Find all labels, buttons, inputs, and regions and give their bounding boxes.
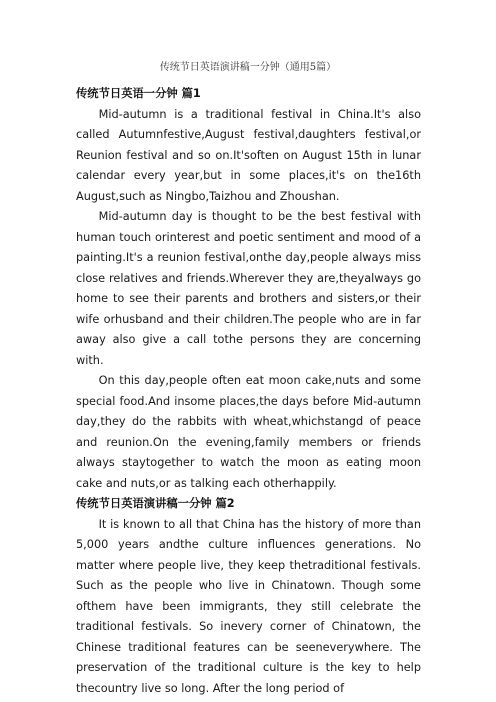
section-heading: 传统节日英语演讲稿一分钟 篇2 <box>76 497 235 510</box>
section-heading: 传统节日英语一分钟 篇1 <box>76 87 201 100</box>
paragraph: Mid-autumn is a traditional festival in China.It's also called Autumnfestive,August festival,daughters festival,or Reunion festival and so on.It'soften on August 15th in lunar calendar every year,but in some places,it's on the16th August,such as Ningbo,Taizhou and Zhoushan. <box>76 107 421 203</box>
document-body <box>76 84 421 699</box>
section-1 <box>76 84 421 494</box>
document-title: 传统节日英语演讲稿一分钟（通用5篇） <box>159 62 337 73</box>
paragraph: It is known to all that China has the history of more than 5,000 years andthe culture influences generations. No matter where people live, they keep thetraditional festivals. Such as the people who live in Chinatown. Though some ofthem have been immigrants, they still celebrate the traditional festivals. So inevery corner of Chinatown, the Chinese traditional features can be seeneverywhere. The preservation of the traditional culture is the key to help thecountry live so long. After the long period of <box>76 517 421 695</box>
section-2 <box>76 494 421 699</box>
paragraph: Mid-autumn day is thought to be the best festival with human touch orinterest and poetic sentiment and mood of a painting.It's a reunion festival,onthe day,people always miss close relatives and friends.Wherever they are,theyalways go home to see their parents and brothers and sisters,or their wife orhusband and their children.The people who are in far away also give a call tothe persons they are concerning with. <box>76 210 421 367</box>
paragraph: On this day,people often eat moon cake,nuts and some special food.And insome places,the days before Mid-autumn day,they do the rabbits with wheat,whichstangd of peace and reunion.On the evening,family members or friends always staytogether to watch the moon as eating moon cake and nuts,or as talking each otherhappily. <box>76 374 421 490</box>
